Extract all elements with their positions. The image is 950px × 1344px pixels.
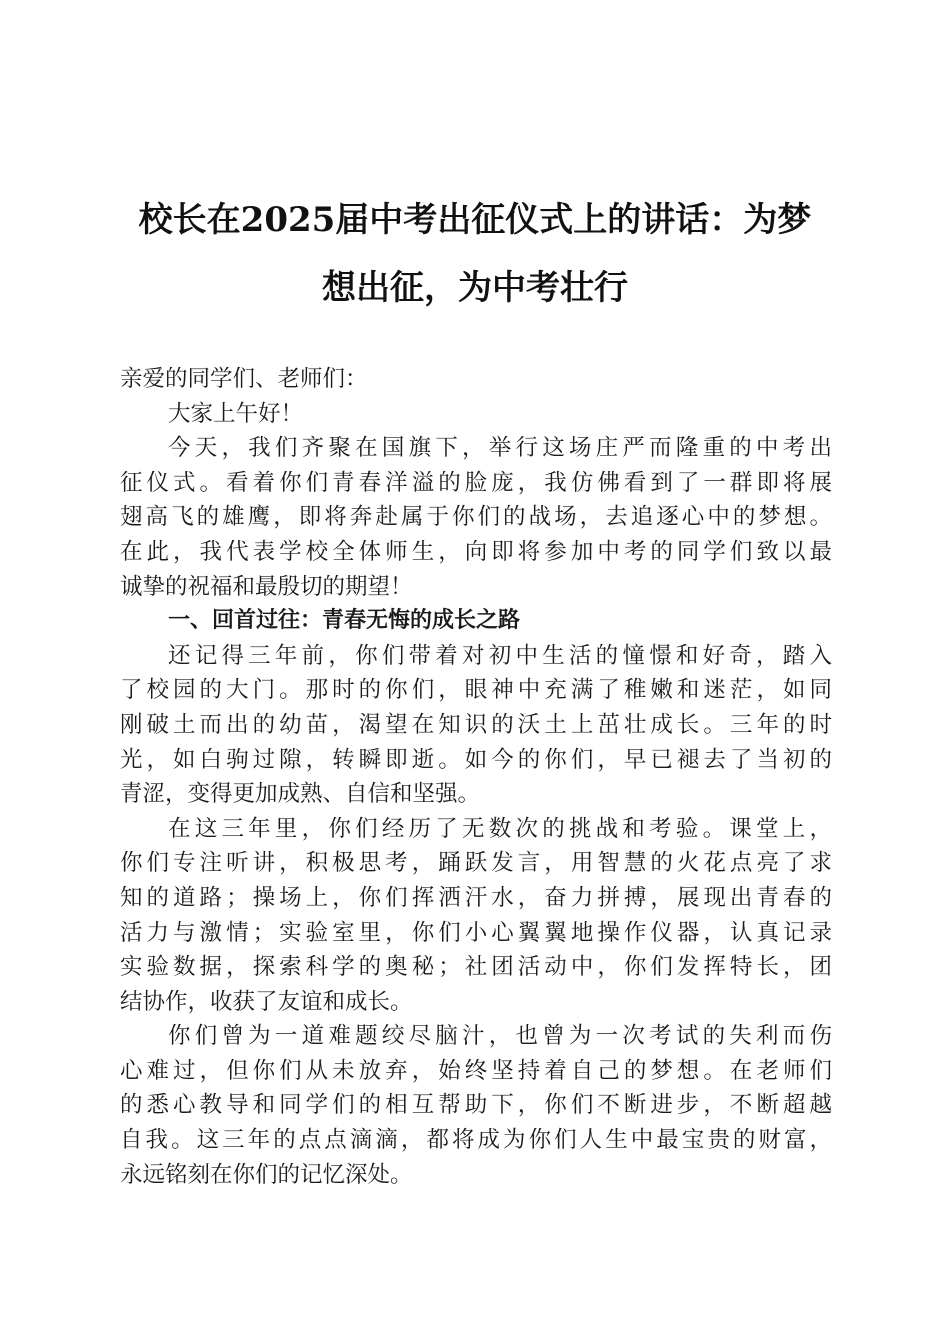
salutation: 亲爱的同学们、老师们： — [120, 366, 368, 392]
paragraph-line: 实验数据，探索科学的奥秘；社团活动中，你们发挥特长，团 — [120, 954, 832, 981]
paragraph-line: 刚破土而出的幼苗，渴望在知识的沃土上茁壮成长。三年的时 — [120, 711, 832, 738]
paragraph-line: 的悉心教导和同学们的相互帮助下，你们不断进步，不断超越 — [120, 1092, 832, 1119]
section-heading: 一、回首过往：青春无悔的成长之路 — [168, 608, 521, 634]
paragraph-line: 结协作，收获了友谊和成长。 — [120, 988, 413, 1015]
paragraph-line: 永远铭刻在你们的记忆深处。 — [120, 1161, 413, 1188]
paragraph-line: 知的道路；操场上，你们挥洒汗水，奋力拼搏，展现出青春的 — [120, 884, 832, 911]
document-title-line-1: 校长在2025届中考出征仪式上的讲话：为梦 — [138, 200, 812, 240]
paragraph-line: 活力与激情；实验室里，你们小心翼翼地操作仪器，认真记录 — [120, 919, 832, 946]
paragraph-line: 诚挚的祝福和最殷切的期望！ — [120, 573, 413, 600]
paragraph-line: 心难过，但你们从未放弃，始终坚持着自己的梦想。在老师们 — [120, 1057, 832, 1084]
paragraph-line: 自我。这三年的点点滴滴，都将成为你们人生中最宝贵的财富， — [120, 1127, 832, 1154]
paragraph-line: 翅高飞的雄鹰，即将奔赴属于你们的战场，去追逐心中的梦想。 — [120, 504, 832, 531]
greeting: 大家上午好！ — [168, 400, 304, 427]
document-title-line-2: 想出征，为中考壮行 — [322, 268, 628, 308]
paragraph-line: 青涩，变得更加成熟、自信和坚强。 — [120, 781, 481, 808]
paragraph-line: 你们曾为一道难题绞尽脑汁，也曾为一次考试的失利而伤 — [168, 1023, 832, 1050]
paragraph-line: 还记得三年前，你们带着对初中生活的憧憬和好奇，踏入 — [168, 642, 832, 669]
paragraph-line: 在此，我代表学校全体师生，向即将参加中考的同学们致以最 — [120, 538, 832, 565]
paragraph-line: 征仪式。看着你们青春洋溢的脸庞，我仿佛看到了一群即将展 — [120, 469, 832, 496]
paragraph-line: 光，如白驹过隙，转瞬即逝。如今的你们，早已褪去了当初的 — [120, 746, 832, 773]
paragraph-line: 今天，我们齐聚在国旗下，举行这场庄严而隆重的中考出 — [168, 435, 832, 462]
paragraph-line: 你们专注听讲，积极思考，踊跃发言，用智慧的火花点亮了求 — [120, 850, 832, 877]
paragraph-line: 了校园的大门。那时的你们，眼神中充满了稚嫩和迷茫，如同 — [120, 677, 832, 704]
document-body — [120, 362, 832, 1192]
paragraph-line: 在这三年里，你们经历了无数次的挑战和考验。课堂上， — [168, 815, 832, 842]
